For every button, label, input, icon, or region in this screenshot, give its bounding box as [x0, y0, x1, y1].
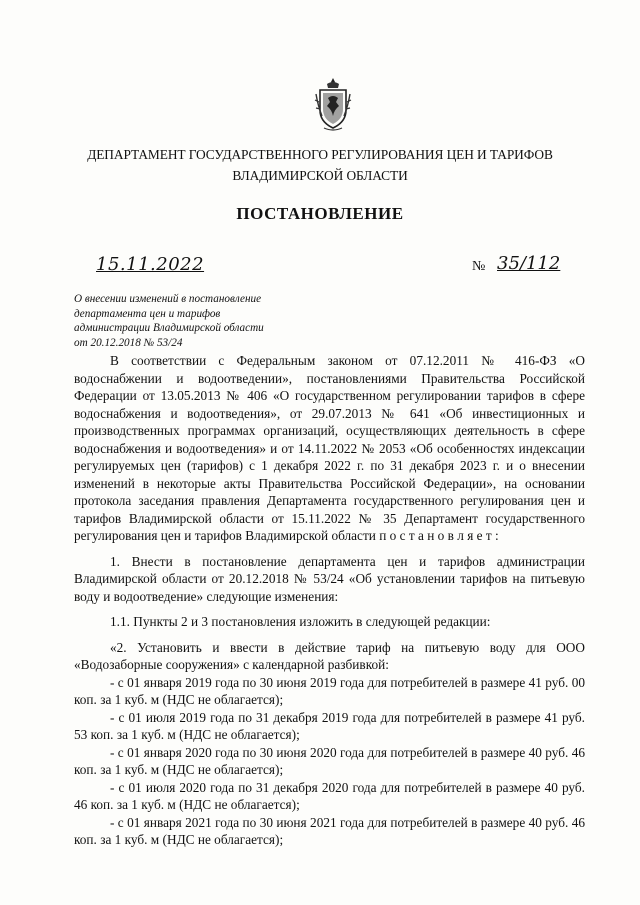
preamble-paragraph: [74, 352, 585, 545]
subject-line: администрации Владимирской области: [74, 322, 264, 335]
document-date: 15.11.2022: [96, 254, 205, 275]
tariff-period-item: - с 01 января 2020 года по 30 июня 2020 года для потребителей в размере 40 руб. 46 коп. за 1 куб. м (НДС не облагается);: [74, 744, 585, 777]
tariff-period-item: - с 01 июля 2019 года по 31 декабря 2019 года для потребителей в размере 41 руб. 53 коп. за 1 куб. м (НДС не облагается);: [74, 709, 585, 742]
subject-line: от 20.12.2018 № 53/24: [74, 336, 183, 349]
item-1-1-paragraph: 1.1. Пункты 2 и 3 постановления изложить в следующей редакции:: [110, 614, 491, 629]
decree-word: п о с т а н о в л я е т :: [379, 528, 499, 543]
coat-of-arms-emblem: [314, 76, 352, 132]
document-body: [74, 352, 585, 849]
department-name-line2: ВЛАДИМИРСКОЙ ОБЛАСТИ: [232, 168, 408, 183]
item-2-paragraph: «2. Установить и ввести в действие тариф на питьевую воду для ООО «Водозаборные сооружения» с календарной разбивкой:: [74, 639, 585, 672]
document-subject: [74, 292, 304, 350]
department-name-line1: ДЕПАРТАМЕНТ ГОСУДАРСТВЕННОГО РЕГУЛИРОВАНИЯ ЦЕН И ТАРИФОВ: [87, 147, 553, 162]
tariff-period-item: - с 01 января 2019 года по 30 июня 2019 года для потребителей в размере 41 руб. 00 коп. за 1 куб. м (НДС не облагается);: [74, 674, 585, 707]
document-type-title: ПОСТАНОВЛЕНИЕ: [236, 204, 404, 223]
tariff-period-item: - с 01 января 2021 года по 30 июня 2021 года для потребителей в размере 40 руб. 46 коп. за 1 куб. м (НДС не облагается);: [74, 814, 585, 847]
tariff-period-item: - с 01 июля 2020 года по 31 декабря 2020 года для потребителей в размере 40 руб. 46 коп. за 1 куб. м (НДС не облагается);: [74, 779, 585, 812]
subject-line: О внесении изменений в постановление: [74, 293, 262, 305]
subject-line: департамента цен и тарифов: [74, 307, 221, 320]
number-sign: №: [472, 259, 486, 274]
preamble-text: В соответствии с Федеральным законом от 07.12.2011 № 416-ФЗ «О водоснабжении и водоотведении», постановлениями Правительства Российской Федерации от 13.05.2013 № 406 «О государственном регулировании тарифов в сфере водоснабжения и водоотведения», от 29.07.2013 № 641 «Об инвестиционных и производственных программах организаций, осуществляющих деятельность в сфере водоснабжения и водоотведения» и от 14.11.2022 № 2053 «Об особенностях индексации регулируемых цен (тарифов) с 1 декабря 2022 г. по 31 декабря 2023 г. и о внесении изменений в некоторые акты Правительства Российской Федерации», на основании протокола заседания правления Департамента государственного регулирования цен и тарифов Владимирской области от 15.11.2022 № 35 Департамент государственного регулирования цен и тарифов Владимирской области: [74, 353, 585, 543]
item-1-paragraph: 1. Внести в постановление департамента цен и тарифов администрации Владимирской области от 20.12.2018 № 53/24 «Об установлении тарифов на питьевую воду и водоотведение» следующие изменения:: [74, 553, 585, 604]
document-number: 35/112: [497, 253, 561, 274]
